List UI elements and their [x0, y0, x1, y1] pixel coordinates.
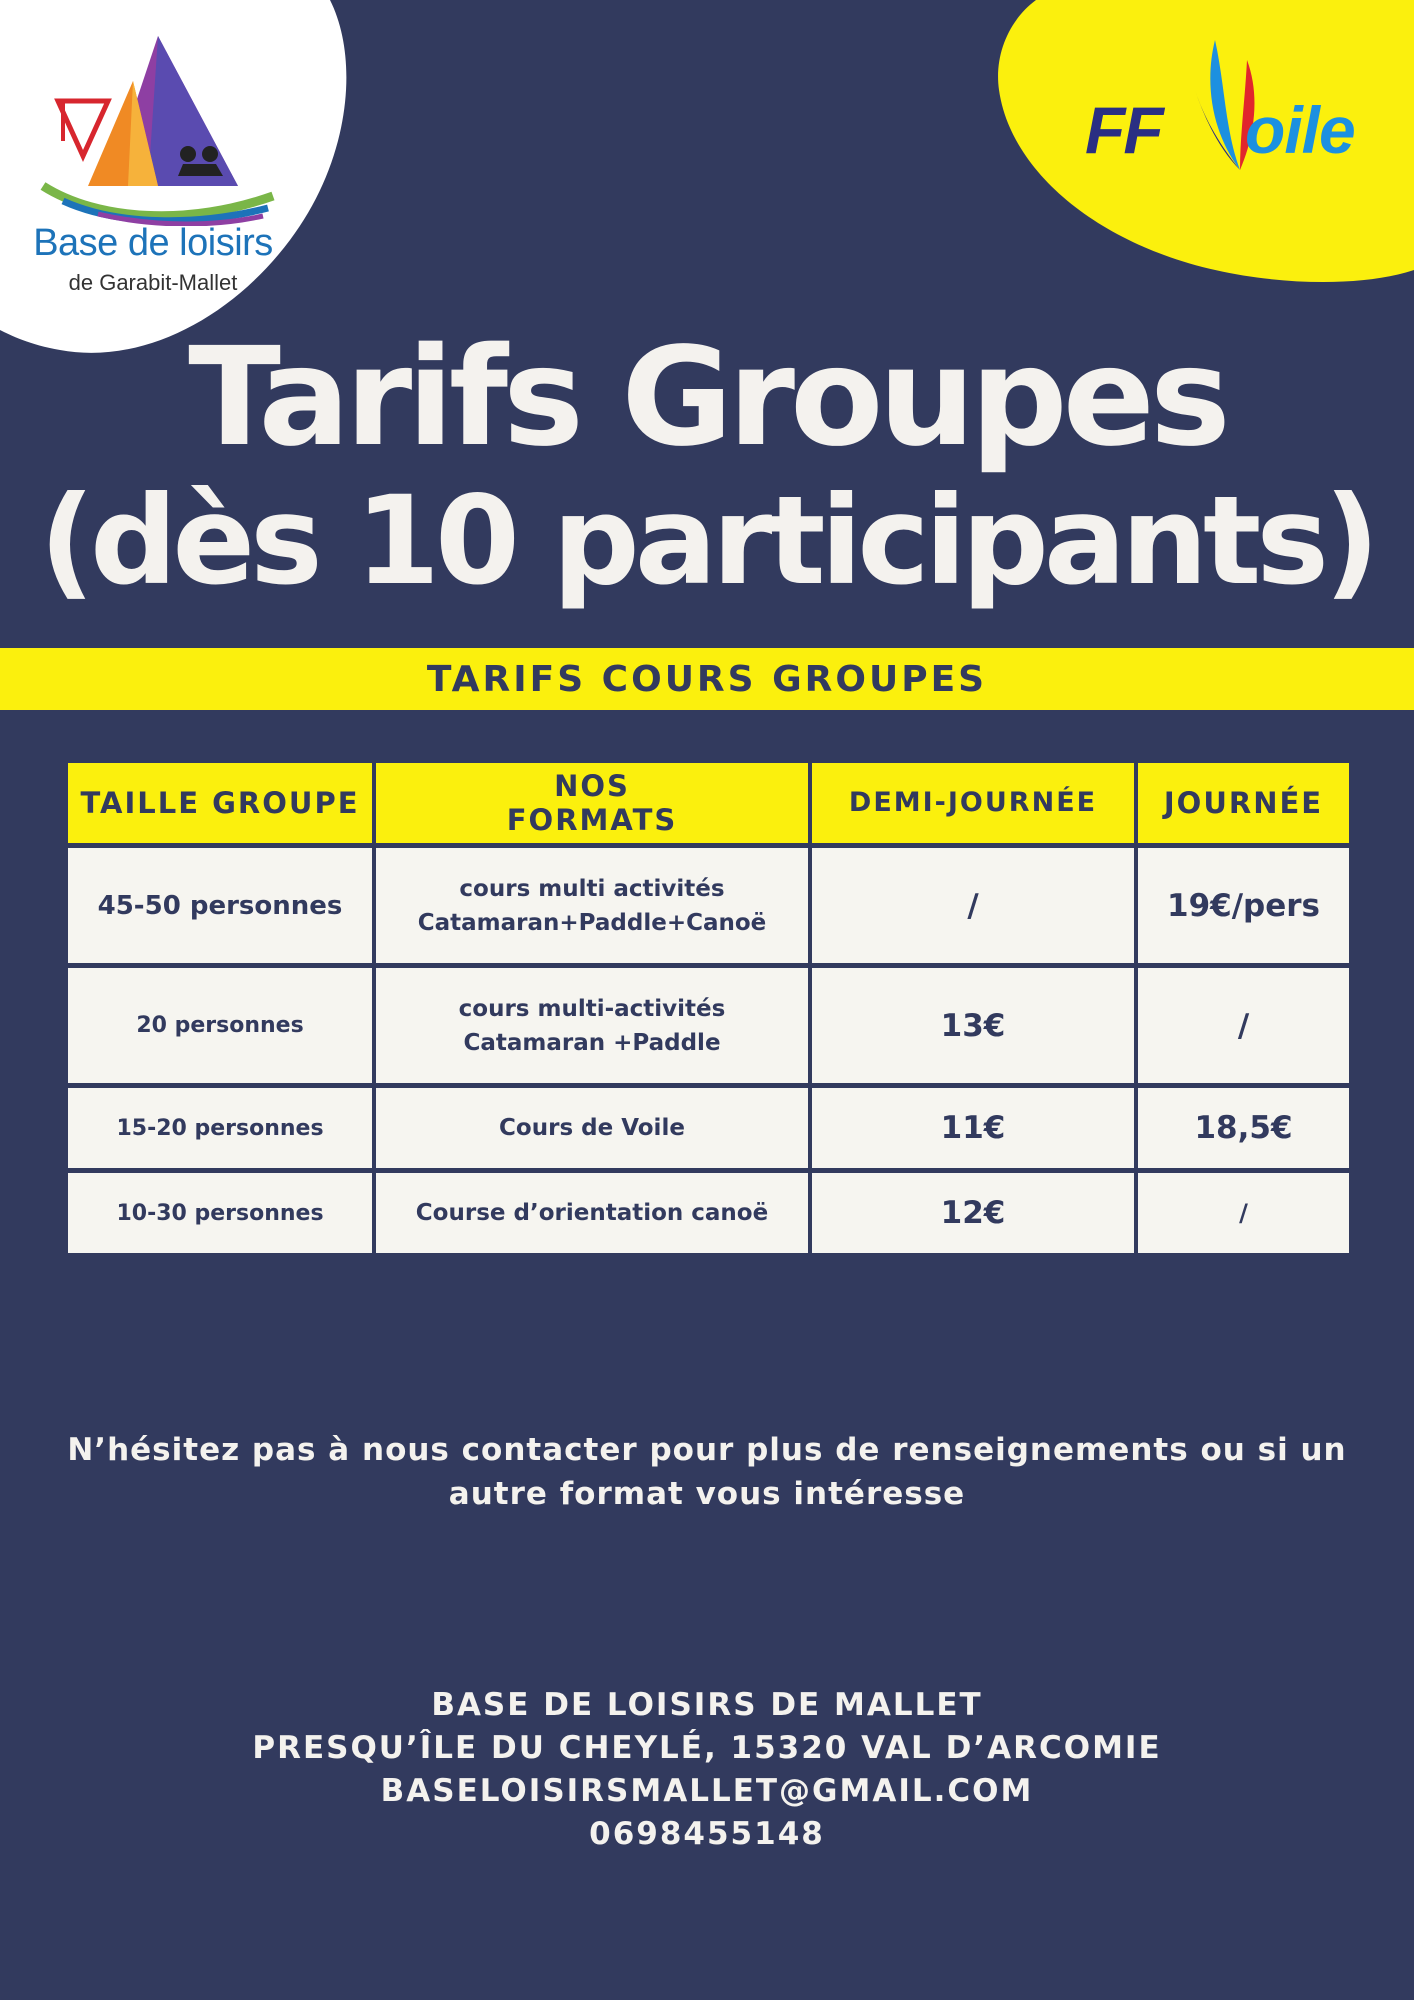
format-text: cours multi activités: [459, 875, 725, 902]
day-price: 19€/pers: [1167, 887, 1320, 924]
page-title: Tarifs Groupes: [188, 319, 1226, 477]
half-day-price: 12€: [940, 1195, 1006, 1231]
format-text: Cours de Voile: [499, 1115, 685, 1141]
half-day-price: 11€: [940, 1110, 1006, 1146]
half-day-price: 13€: [940, 1007, 1006, 1044]
group-size: 10-30 personnes: [116, 1200, 324, 1226]
table-row: [1138, 1173, 1349, 1253]
table-row: [812, 1088, 1134, 1168]
table-row: [376, 848, 808, 963]
table-row: [812, 848, 1134, 963]
page-subtitle: (dès 10 participants): [39, 470, 1375, 612]
phone-number[interactable]: 0698455148: [589, 1816, 825, 1852]
address: PRESQU’ÎLE DU CHEYLÉ, 15320 VAL D’ARCOMIE: [252, 1730, 1162, 1766]
table-row: [812, 1173, 1134, 1253]
sailboat-logo-icon: [38, 36, 278, 226]
group-size: 45-50 personnes: [97, 890, 343, 921]
table-row: [68, 848, 372, 963]
group-size: 20 personnes: [136, 1013, 304, 1038]
day-price: 18,5€: [1194, 1110, 1293, 1146]
table-row: [376, 1173, 808, 1253]
table-header-demi-journee: [812, 763, 1134, 843]
header-label: FORMATS: [506, 803, 678, 837]
table-row: [812, 968, 1134, 1083]
section-band-label: TARIFS COURS GROUPES: [426, 658, 988, 700]
logo-title: Base de loisirs: [33, 222, 273, 264]
contact-message: [0, 1428, 1414, 1516]
format-text: Course d’orientation canoë: [415, 1200, 769, 1226]
day-price: /: [1237, 1007, 1250, 1044]
table-row: [1138, 1088, 1349, 1168]
table-header-journee: [1138, 763, 1349, 843]
footer-contact-info: [0, 1684, 1414, 1856]
table-row: [376, 968, 808, 1083]
contact-line: N’hésitez pas à nous contacter pour plus de renseignements ou si un: [67, 1432, 1347, 1468]
organization-name: BASE DE LOISIRS DE MALLET: [431, 1687, 983, 1723]
format-text: Catamaran +Paddle: [463, 1029, 721, 1056]
logo-voile-text: oile: [1245, 93, 1355, 167]
format-text: Catamaran+Paddle+Canoë: [417, 909, 767, 936]
header-label: JOURNÉE: [1163, 786, 1324, 820]
table-row: [1138, 968, 1349, 1083]
contact-line: autre format vous intéresse: [448, 1476, 966, 1512]
email-link[interactable]: BASELOISIRSMALLET@GMAIL.COM: [380, 1773, 1034, 1809]
table-row: [1138, 848, 1349, 963]
group-size: 15-20 personnes: [116, 1115, 324, 1141]
half-day-price: /: [967, 887, 979, 924]
table-row: [68, 968, 372, 1083]
table-row: [376, 1088, 808, 1168]
header-label: TAILLE GROUPE: [80, 786, 360, 820]
table-row: [68, 1088, 372, 1168]
section-band: [0, 648, 1414, 710]
logo-ff-text: FF: [1085, 93, 1162, 167]
format-text: cours multi-activités: [458, 995, 726, 1022]
logo-subtitle: de Garabit-Mallet: [68, 270, 238, 295]
header-label: DEMI-JOURNÉE: [848, 787, 1098, 818]
ffvoile-logo: [1085, 40, 1405, 180]
table-row: [68, 1173, 372, 1253]
day-price: /: [1239, 1199, 1248, 1227]
header-label: NOS: [554, 769, 630, 803]
base-de-loisirs-logo: [28, 36, 278, 306]
table-header-formats: [376, 763, 808, 843]
table-header-taille: [68, 763, 372, 843]
